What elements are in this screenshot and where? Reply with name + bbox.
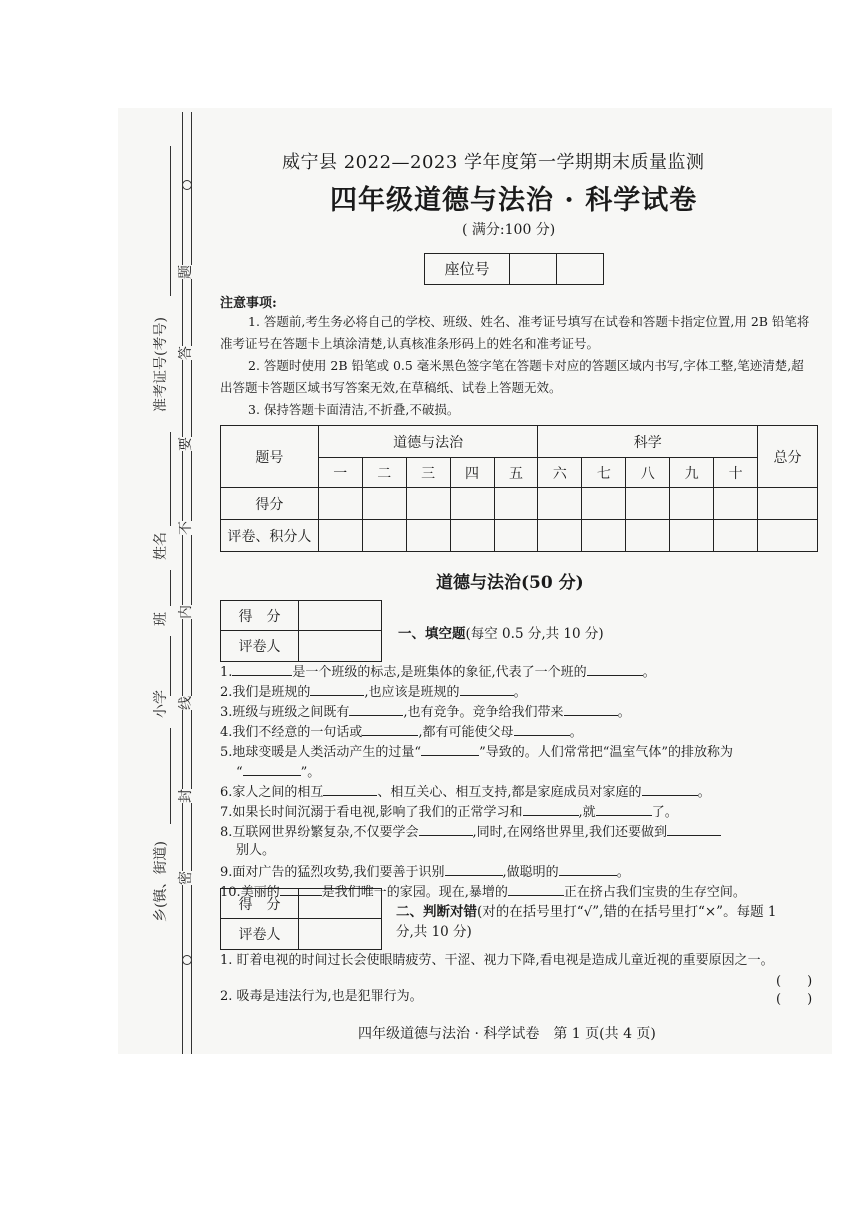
seat-number-cell[interactable] [556, 254, 603, 284]
answer-blank[interactable] [445, 862, 503, 876]
answer-blank[interactable] [362, 722, 418, 736]
answer-paren[interactable]: ( ) [776, 974, 813, 989]
judge-question-2: 2. 吸毒是违法行为,也是犯罪行为。 [220, 989, 423, 1004]
binding-line-inner [191, 112, 192, 1054]
answer-blank[interactable] [419, 822, 473, 836]
seat-number-box [424, 253, 604, 285]
question-5-cont: “ ”。 [236, 762, 836, 782]
answer-blank[interactable] [310, 682, 364, 696]
part2-note: (对的在括号里打“√”,错的在括号里打“×”。每题 1 [477, 904, 777, 920]
question-10: 10.美丽的 是我们唯一的家园。现在,暴增的 正在挤占我们宝贵的生存空间。 [220, 882, 820, 902]
section-title: 道德与法治(50 分) [436, 573, 584, 593]
score-table-total: 总分 [758, 426, 818, 488]
seal-char: 不 [178, 521, 194, 535]
exam-number-label: 准考证号(考号) [153, 317, 169, 412]
grader-name-cell[interactable] [299, 631, 381, 661]
part1-title: 一、填空题 [398, 626, 466, 642]
answer-blank[interactable] [523, 802, 579, 816]
part1-note: (每空 0.5 分,共 10 分) [465, 626, 604, 642]
score-table-number: 七 [582, 458, 626, 488]
score-cell[interactable] [714, 488, 758, 520]
question-3: 3.班级与班级之间既有 ,也有竞争。竞争给我们带来 。 [220, 702, 820, 722]
score-cell[interactable] [362, 488, 406, 520]
answer-blank[interactable] [421, 742, 479, 756]
score-cell[interactable] [406, 488, 450, 520]
score-table-group-moral: 道德与法治 [318, 426, 538, 458]
binding-line-outer [182, 112, 183, 1054]
score-table-number: 四 [450, 458, 494, 488]
grader-row-label: 评卷、积分人 [221, 520, 319, 552]
part2-title: 二、判断对错 [396, 904, 477, 920]
score-cell[interactable] [318, 488, 362, 520]
answer-blank[interactable] [642, 782, 698, 796]
grader-score-label: 得 分 [221, 601, 299, 631]
seal-char: 内 [178, 605, 194, 619]
grader-cell[interactable] [318, 520, 362, 552]
grader-cell[interactable] [538, 520, 582, 552]
town-label: 乡(镇、街道) [153, 841, 169, 922]
answer-blank[interactable] [460, 682, 514, 696]
grader-cell[interactable] [714, 520, 758, 552]
notice-item: 3. 保持答题卡面清洁,不折叠,不破损。 [248, 402, 460, 417]
question-4: 4.我们不经意的一句话或 ,都有可能使父母 。 [220, 722, 820, 742]
grader-name-label: 评卷人 [221, 631, 299, 661]
question-5: 5.地球变暖是人类活动产生的过量“ ”导致的。人们常常把“温室气体”的排放称为 [220, 742, 820, 762]
question-2: 2.我们是班规的 ,也应该是班规的 。 [220, 682, 820, 702]
notice-item: 2. 答题时使用 2B 铅笔或 0.5 毫米黑色签字笔在答题卡对应的答题区域内书写,字体工整,笔迹清楚,超出答题卡答题区域书写答案无效,在草稿纸、试卷上答题无效。 [220, 358, 804, 395]
score-cell[interactable] [494, 488, 538, 520]
answer-blank[interactable] [349, 702, 403, 716]
town-line [170, 728, 171, 824]
notice-item: 1. 答题前,考生务必将自己的学校、班级、姓名、准考证号填写在试卷和答题卡指定位置,用 2B 铅笔将准考证号在答题卡上填涂清楚,认真核准条形码上的姓名和准考证号。 [220, 314, 810, 351]
answer-paren[interactable]: ( ) [776, 992, 813, 1007]
answer-blank[interactable] [508, 882, 564, 896]
question-8: 8.互联网世界纷繁复杂,不仅要学会 ,同时,在网络世界里,我们还要做到 [220, 822, 820, 842]
part2-note-cont: 分,共 10 分) [396, 924, 472, 940]
score-row-label: 得分 [221, 488, 319, 520]
name-label: 姓名 [153, 532, 169, 560]
answer-blank[interactable] [323, 782, 377, 796]
grader-score-label: 得 分 [221, 889, 299, 919]
score-cell[interactable] [626, 488, 670, 520]
class-label: 班 [153, 612, 169, 626]
seat-number-label: 座位号 [444, 260, 490, 278]
seal-char: 封 [178, 789, 194, 803]
score-table [220, 425, 818, 552]
question-6: 6.家人之间的相互 、相互关心、相互支持,都是家庭成员对家庭的 。 [220, 782, 820, 802]
page-footer: 四年级道德与法治 · 科学试卷 第 1 页(共 4 页) [358, 1026, 656, 1042]
seal-char: 线 [178, 696, 194, 710]
answer-blank[interactable] [596, 802, 652, 816]
question-1: 1. 是一个班级的标志,是班集体的象征,代表了一个班的 。 [220, 662, 820, 682]
answer-blank[interactable] [514, 722, 570, 736]
school-label: 小学 [153, 690, 169, 718]
binding-hole-icon [182, 180, 192, 190]
seal-char: 要 [178, 437, 194, 451]
binding-hole-icon [182, 955, 192, 965]
grader-name-cell[interactable] [299, 919, 381, 949]
grader-cell[interactable] [494, 520, 538, 552]
school-line [170, 636, 171, 696]
question-9: 9.面对广告的猛烈攻势,我们要善于识别 ,做聪明的 。 [220, 862, 820, 882]
seal-char: 题 [178, 265, 194, 279]
grader-cell[interactable] [670, 520, 714, 552]
question-7: 7.如果长时间沉溺于看电视,影响了我们的正常学习和 ,就 了。 [220, 802, 820, 822]
grader-cell[interactable] [582, 520, 626, 552]
exam-title: 四年级道德与法治 · 科学试卷 [330, 185, 698, 216]
score-table-number: 二 [362, 458, 406, 488]
grader-cell[interactable] [406, 520, 450, 552]
answer-blank[interactable] [564, 702, 618, 716]
score-cell[interactable] [582, 488, 626, 520]
grader-name-label: 评卷人 [221, 919, 299, 949]
exam-subtitle: 威宁县 2022—2023 学年度第一学期期末质量监测 [282, 152, 705, 173]
score-cell[interactable] [450, 488, 494, 520]
score-table-number: 一 [318, 458, 362, 488]
seal-char: 密 [178, 871, 194, 885]
score-cell[interactable] [538, 488, 582, 520]
grader-score-cell[interactable] [299, 889, 381, 919]
score-table-number: 九 [670, 458, 714, 488]
grader-score-cell[interactable] [299, 601, 381, 631]
score-table-header: 题号 [221, 426, 319, 488]
grader-cell[interactable] [450, 520, 494, 552]
class-line [170, 570, 171, 606]
score-table-number: 五 [494, 458, 538, 488]
answer-blank[interactable] [559, 862, 617, 876]
part1-grader-box [220, 600, 382, 662]
score-table-number: 十 [714, 458, 758, 488]
score-table-number: 三 [406, 458, 450, 488]
judge-question-1: 1. 盯着电视的时间过长会使眼睛疲劳、干涩、视力下降,看电视是造成儿童近视的重要原因之一。 [220, 953, 774, 968]
seat-number-cell[interactable] [509, 254, 556, 284]
exam-number-line [170, 146, 171, 296]
score-table-number: 八 [626, 458, 670, 488]
score-cell[interactable] [670, 488, 714, 520]
grader-cell[interactable] [362, 520, 406, 552]
part1-heading [398, 622, 604, 642]
grader-cell[interactable] [626, 520, 670, 552]
seal-char: 答 [178, 346, 194, 360]
part2-grader-box [220, 888, 382, 950]
notice-heading: 注意事项: [220, 296, 277, 311]
name-line [170, 432, 171, 526]
score-table-number: 六 [538, 458, 582, 488]
answer-blank[interactable] [232, 662, 292, 676]
score-table-group-science: 科学 [538, 426, 758, 458]
answer-blank[interactable] [587, 662, 643, 676]
score-cell[interactable] [758, 488, 818, 520]
answer-blank[interactable] [243, 762, 301, 776]
full-score: ( 满分:100 分) [462, 222, 556, 238]
question-8-cont: 别人。 [236, 843, 276, 858]
answer-blank[interactable] [667, 822, 721, 836]
part2-heading [396, 900, 776, 920]
grader-cell[interactable] [758, 520, 818, 552]
